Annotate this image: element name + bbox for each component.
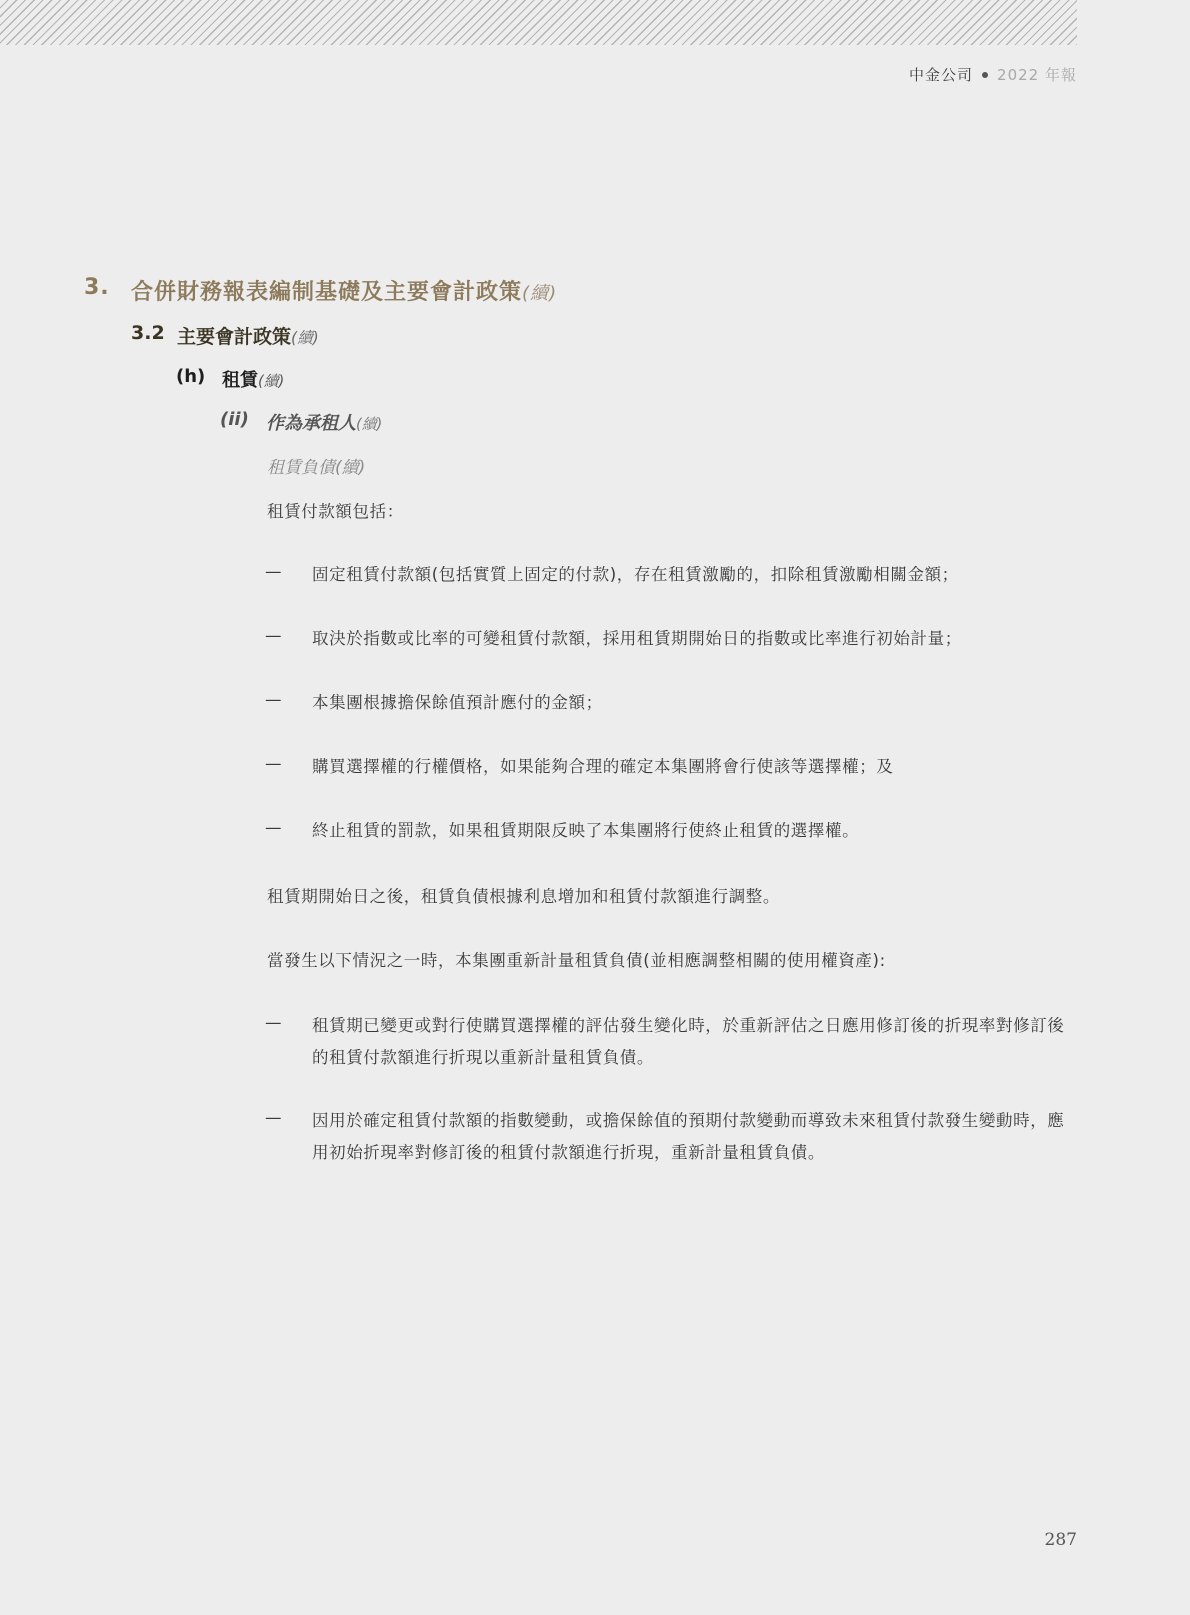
decorative-hatch-band <box>0 0 1077 45</box>
section-cont: (續) <box>522 283 558 304</box>
subitem-title <box>266 409 382 435</box>
bullet-dash: — <box>265 754 282 773</box>
intro-paragraph: 租賃付款額包括： <box>267 502 404 521</box>
list-item: 固定租賃付款額(包括實質上固定的付款)，存在租賃激勵的，扣除租賃激勵相關金額； <box>312 565 959 584</box>
header-company: 中金公司 <box>909 66 974 84</box>
header-separator-dot <box>982 72 988 78</box>
header-year: 2022 年報 <box>997 66 1077 84</box>
page-number: 287 <box>1044 1530 1077 1550</box>
subsection-title <box>177 322 319 349</box>
section-title-text: 合併財務報表編制基礎及主要會計政策 <box>131 280 523 305</box>
item-number: (h) <box>176 366 206 387</box>
list-item: 購買選擇權的行權價格，如果能夠合理的確定本集團將會行使該等選擇權；及 <box>312 757 894 776</box>
bullet-dash: — <box>265 818 282 837</box>
item-title <box>222 366 284 392</box>
list-item: 本集團根據擔保餘值預計應付的金額； <box>312 693 603 712</box>
subitem-title-text: 作為承租人 <box>266 413 356 434</box>
running-header <box>909 64 1077 85</box>
bullet-dash: — <box>265 626 282 645</box>
lease-liability-subtitle: 租賃負債(續) <box>267 458 366 478</box>
paragraph-remeasure: 當發生以下情況之一時，本集團重新計量租賃負債(並相應調整相關的使用權資產): <box>267 951 886 970</box>
section-number: 3. <box>84 275 110 300</box>
list-item: 取決於指數或比率的可變租賃付款額，採用租賃期開始日的指數或比率進行初始計量； <box>312 629 962 648</box>
paragraph-adjustment: 租賃期開始日之後，租賃負債根據利息增加和租賃付款額進行調整。 <box>267 887 780 906</box>
subsection-cont: (續) <box>291 329 319 347</box>
bullet-dash: — <box>265 562 282 581</box>
section-title <box>131 275 557 306</box>
list-item: 因用於確定租賃付款額的指數變動，或擔保餘值的預期付款變動而導致未來租賃付款發生變動時，應用初始折現率對修訂後的租賃付款額進行折現，重新計量租賃負債。 <box>312 1111 1065 1162</box>
subsection-number: 3.2 <box>131 322 165 344</box>
bullet-dash: — <box>265 1013 282 1032</box>
subsection-title-text: 主要會計政策 <box>177 326 292 348</box>
item-cont: (續) <box>258 373 285 390</box>
item-title-text: 租賃 <box>222 370 258 391</box>
bullet-dash: — <box>265 1108 282 1127</box>
subitem-number: (ii) <box>220 409 249 430</box>
list-item: 租賃期已變更或對行使購買選擇權的評估發生變化時，於重新評估之日應用修訂後的折現率對修訂後的租賃付款額進行折現以重新計量租賃負債。 <box>312 1016 1065 1067</box>
bullet-dash: — <box>265 690 282 709</box>
list-item: 終止租賃的罰款，如果租賃期限反映了本集團將行使終止租賃的選擇權。 <box>312 821 860 840</box>
subitem-cont: (續) <box>356 416 383 433</box>
